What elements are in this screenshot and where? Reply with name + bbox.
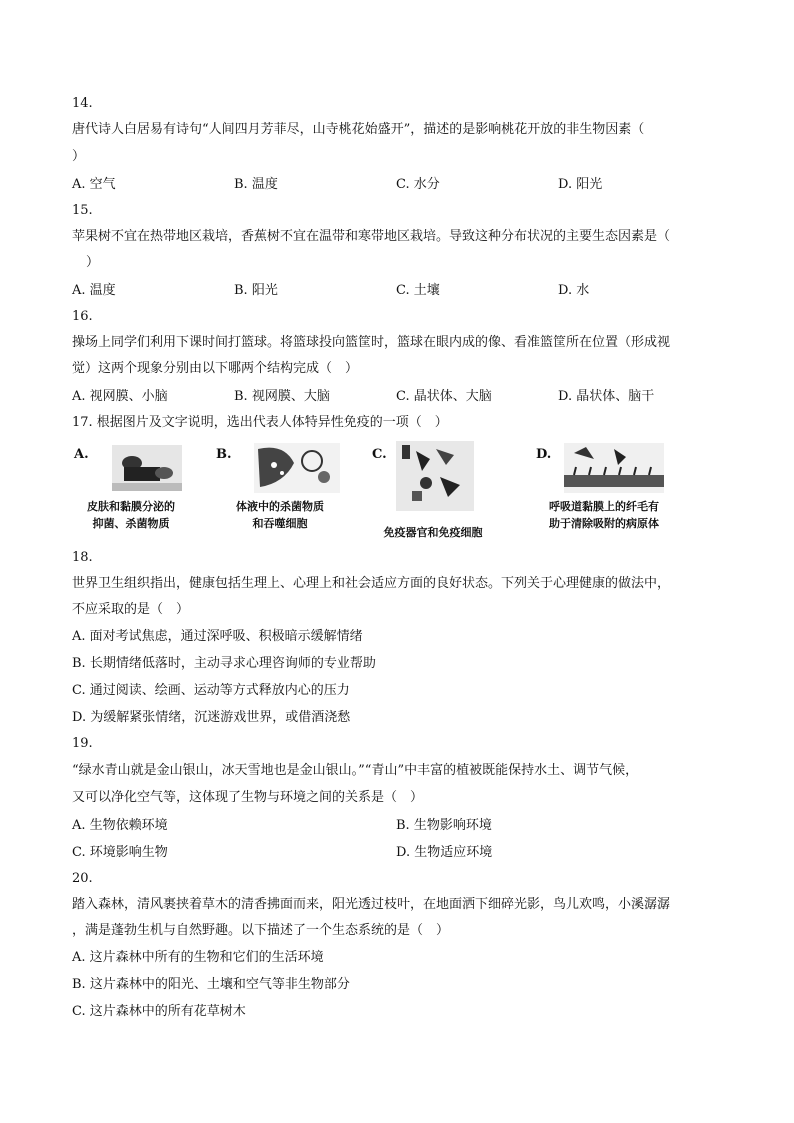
q16-option-b[interactable]: B. 视网膜、大脑 [234, 389, 330, 404]
q14-option-c[interactable]: C. 水分 [396, 177, 440, 192]
q15-number: 15. [72, 203, 93, 218]
q16-stem: 操场上同学们利用下课时间打篮球。将篮球投向篮筐时，篮球在眼内成的像、看准篮筐所在位置（形成视 [72, 335, 671, 350]
figure-d-caption-1: 呼吸道黏膜上的纤毛有 [549, 500, 659, 513]
q20-option-a[interactable]: A. 这片森林中所有的生物和它们的生活环境 [72, 950, 324, 965]
q18-stem: 世界卫生组织指出，健康包括生理上、心理上和社会适应方面的良好状态。下列关于心理健康的做法中， [72, 576, 671, 591]
q18-option-b[interactable]: B. 长期情绪低落时，主动寻求心理咨询师的专业帮助 [72, 656, 376, 671]
phagocyte-illustration [254, 443, 340, 493]
q20-stem-cont: ，满是蓬勃生机与自然野趣。以下描述了一个生态系统的是（ ） [72, 923, 450, 938]
figure-b-caption-2: 和吞噬细胞 [252, 517, 308, 530]
q20-number: 20. [72, 871, 93, 886]
figure-d-letter: D. [536, 447, 552, 462]
q14-stem: 唐代诗人白居易有诗句“人间四月芳菲尽，山寺桃花始盛开”，描述的是影响桃花开放的非生物因素（ [72, 122, 645, 137]
q18-option-c[interactable]: C. 通过阅读、绘画、运动等方式释放内心的压力 [72, 683, 350, 698]
q17-figure-d[interactable] [534, 441, 674, 539]
cilia-illustration [564, 443, 664, 493]
q17-figure-c[interactable] [370, 441, 496, 539]
skin-mucosa-illustration [112, 445, 182, 491]
q16-option-d[interactable]: D. 晶状体、脑干 [558, 389, 655, 404]
immune-organ-illustration [396, 441, 474, 511]
q17-stem: 17. 根据图片及文字说明，选出代表人体特异性免疫的一项（ ） [72, 415, 448, 430]
q17-figures [72, 441, 722, 541]
figure-c-letter: C. [372, 447, 387, 462]
q18-number: 18. [72, 550, 93, 565]
q19-option-c[interactable]: C. 环境影响生物 [72, 845, 168, 860]
q16-number: 16. [72, 309, 93, 324]
q19-option-b[interactable]: B. 生物影响环境 [396, 818, 492, 833]
q15-option-b[interactable]: B. 阳光 [234, 283, 278, 298]
q15-option-d[interactable]: D. 水 [558, 283, 590, 298]
q17-figure-b[interactable] [214, 441, 346, 539]
q17-figure-a[interactable] [72, 441, 190, 539]
q15-stem: 苹果树不宜在热带地区栽培，香蕉树不宜在温带和寒带地区栽培。导致这种分布状况的主要生态因素是（ [72, 229, 671, 244]
q14-option-d[interactable]: D. 阳光 [558, 177, 603, 192]
q16-option-a[interactable]: A. 视网膜、小脑 [72, 389, 168, 404]
q15-option-a[interactable]: A. 温度 [72, 283, 116, 298]
figure-a-letter: A. [74, 447, 89, 462]
q19-stem: “绿水青山就是金山银山，冰天雪地也是金山银山。”“青山”中丰富的植被既能保持水土、调节气候， [72, 763, 639, 778]
q18-option-d[interactable]: D. 为缓解紧张情绪，沉迷游戏世界，或借酒浇愁 [72, 710, 351, 725]
q20-stem: 踏入森林，清风裹挟着草木的清香拂面而来，阳光透过枝叶，在地面洒下细碎光影，鸟儿欢鸣，小溪潺潺 [72, 897, 671, 912]
q14-number: 14. [72, 96, 93, 111]
figure-a-caption-2: 抑菌、杀菌物质 [92, 517, 170, 530]
figure-b-caption-1: 体液中的杀菌物质 [236, 500, 324, 513]
figure-d-caption-2: 助于清除吸附的病原体 [549, 517, 659, 530]
q19-stem-cont: 又可以净化空气等，这体现了生物与环境之间的关系是（ ） [72, 790, 424, 805]
q15-stem-cont: ） [86, 255, 100, 270]
q14-option-a[interactable]: A. 空气 [72, 177, 116, 192]
q19-number: 19. [72, 736, 93, 751]
q18-stem-cont: 不应采取的是（ ） [72, 602, 190, 617]
figure-a-caption-1: 皮肤和黏膜分泌的 [87, 500, 175, 513]
q16-option-c[interactable]: C. 晶状体、大脑 [396, 389, 492, 404]
q15-option-c[interactable]: C. 土壤 [396, 283, 440, 298]
q20-option-c[interactable]: C. 这片森林中的所有花草树木 [72, 1004, 246, 1019]
q14-stem-cont: ） [72, 149, 86, 164]
q19-option-d[interactable]: D. 生物适应环境 [396, 845, 493, 860]
q19-option-a[interactable]: A. 生物依赖环境 [72, 818, 168, 833]
q14-option-b[interactable]: B. 温度 [234, 177, 278, 192]
q16-stem-cont: 觉）这两个现象分别由以下哪两个结构完成（ ） [72, 361, 359, 376]
figure-b-letter: B. [216, 447, 232, 462]
q18-option-a[interactable]: A. 面对考试焦虑，通过深呼吸、积极暗示缓解情绪 [72, 629, 363, 644]
q20-option-b[interactable]: B. 这片森林中的阳光、土壤和空气等非生物部分 [72, 977, 350, 992]
figure-c-caption-1: 免疫器官和免疫细胞 [383, 526, 483, 539]
